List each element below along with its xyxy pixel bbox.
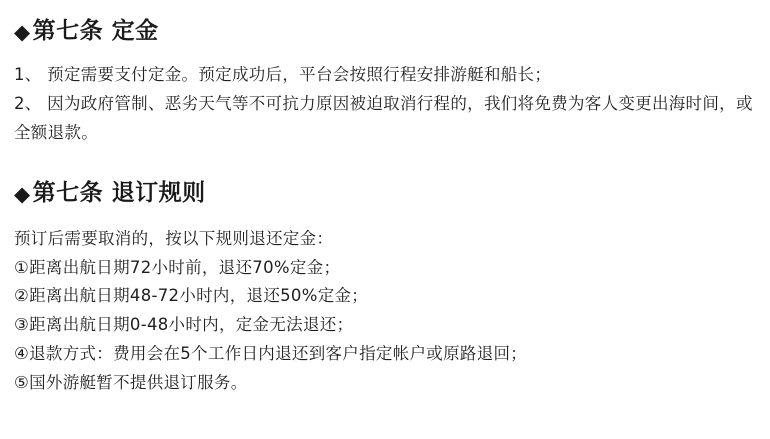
refund-rule-1: ①距离出航日期72小时前，退还70%定金； — [14, 257, 341, 277]
diamond-bullet-icon: ◆ — [14, 20, 31, 45]
refund-rule-3: ③距离出航日期0-48小时内，定金无法退还； — [14, 315, 354, 335]
section-deposit-heading-text: 第七条 定金 — [32, 18, 159, 44]
refund-intro: 预订后需要取消的，按以下规则退还定金： — [14, 228, 334, 248]
section-deposit — [14, 16, 756, 148]
deposit-paragraph-2: 2、 因为政府管制、恶劣天气等不可抗力原因被迫取消行程的，我们将免费为客人变更出海时间，或全额退款。 — [14, 93, 753, 142]
section-refund — [14, 178, 756, 398]
section-refund-heading — [14, 178, 756, 209]
section-refund-body — [14, 225, 756, 398]
diamond-bullet-icon: ◆ — [14, 181, 31, 206]
refund-rule-4: ④退款方式：费用会在5个工作日内退还到客户指定帐户或原路退回； — [14, 344, 528, 364]
refund-rule-5: ⑤国外游艇暂不提供退订服务。 — [14, 373, 248, 393]
section-deposit-heading — [14, 16, 756, 47]
refund-rule-2: ②距离出航日期48-72小时内，退还50%定金； — [14, 286, 369, 306]
section-refund-heading-text: 第七条 退订规则 — [32, 179, 206, 206]
deposit-paragraph-1: 1、 预定需要支付定金。预定成功后，平台会按照行程安排游艇和船长； — [14, 65, 552, 85]
section-deposit-body — [14, 61, 756, 148]
